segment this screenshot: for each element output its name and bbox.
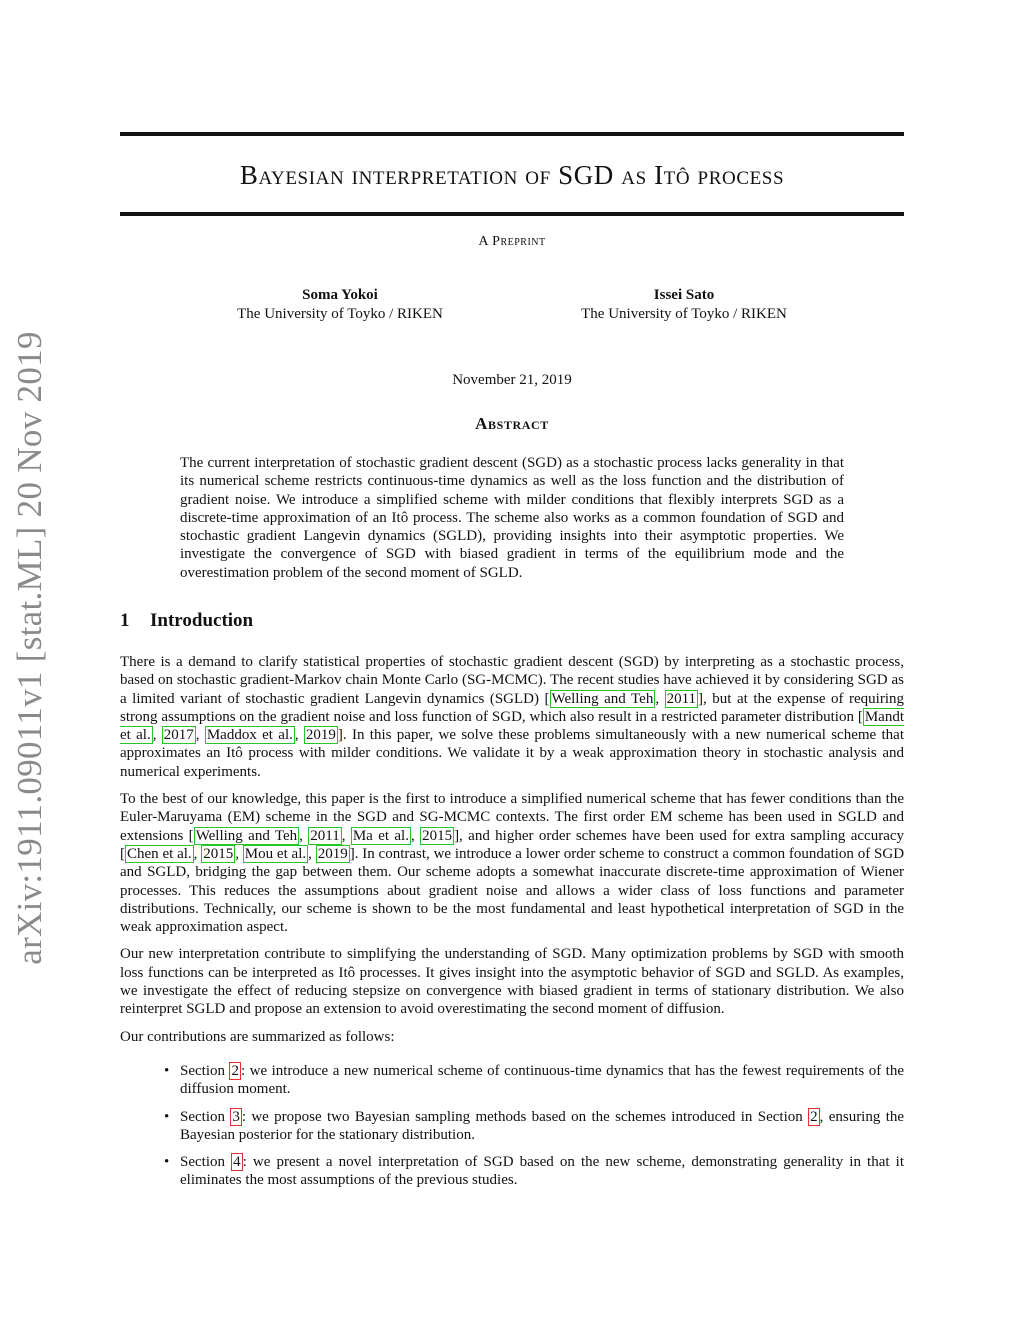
bullet-icon: • (164, 1062, 170, 1079)
citation-link[interactable]: 2011 (666, 690, 697, 707)
bullet-icon: • (164, 1108, 170, 1125)
section-number: 1 (120, 610, 130, 631)
citation-link[interactable]: Mou et al. (244, 845, 307, 862)
paper-date: November 21, 2019 (452, 372, 572, 388)
section-heading (120, 610, 253, 632)
section-ref-link[interactable]: 2 (231, 1062, 239, 1079)
list-item: • Section 4 : we present a novel interpretation of SGD based on the new scheme, demonstrating generality in that it eliminates the most assumptions of the previous studies. (164, 1154, 904, 1189)
citation-link[interactable]: Ma et al. (352, 827, 409, 844)
section-ref-link[interactable]: 2 (810, 1108, 818, 1125)
citation-link[interactable]: Welling and Teh (551, 690, 654, 707)
list-item: • Section 2 : we introduce a new numerical scheme of continuous-time dynamics that has the fewest requirements of the diffusion moment. (164, 1062, 904, 1098)
section-ref-link[interactable]: 3 (232, 1108, 240, 1125)
paragraph: Our contributions are summarized as follows: (120, 1028, 395, 1045)
list-item: • Section 3 : we propose two Bayesian sampling methods based on the schemes introduced in Section 2 , ensuring the Bayesian posterior for the stationary distribution. (164, 1108, 905, 1143)
citation-link[interactable]: 2011 (310, 827, 340, 844)
citation-link[interactable]: Chen et al. (127, 845, 192, 862)
paragraph: Our new interpretation contribute to simplifying the understanding of SGD. Many optimization problems by SGD with smooth loss functions can be interpreted as Itô processes. It gives insight into the asymptotic behavior of SGD and SGLD. As examples, we investigate the effect of reducing stepsize on convergence with biased gradient in terms of stationary distribution. We also reinterpret SGLD and propose an extension to avoid overestimating the second moment of diffusion. (120, 946, 904, 1018)
citation-link[interactable]: Welling and Teh (195, 827, 298, 844)
author-affiliation: The University of Toyko / RIKEN (581, 306, 787, 322)
citation-link[interactable]: 2019 (305, 727, 336, 744)
citation-link[interactable]: Maddox et al. (206, 727, 293, 744)
arxiv-stamp: arXiv:1911.09011v1 [stat.ML] 20 Nov 2019 (10, 331, 49, 965)
paragraph: To the best of our knowledge, this paper is the first to introduce a simplified numerical scheme that has fewer conditions than the Euler-Maruyama (EM) scheme in the SGD and SG-MCMC contexts. The first order EM scheme has been used in SGLD and extensions [ Welling and Teh , 2011 , Ma et al. , 2015 ], and higher order schemes have been used for extra sampling accuracy [ Chen et al. , 2015 , Mou et al. , 2019 ]. In contrast, we introduce a lower order scheme to construct a common foundation of SGD and SGLD, bridging the gap between them. Our scheme adopts a somewhat inaccurate discrete-time approximation of Wiener processes. This reduces the assumptions about gradient noise and allows a wider class of loss functions and parameter distributions. Technically, our scheme is shown to be the most fundamental and least hypothetical interpretation of SGD in the weak approximation aspect. (120, 791, 905, 936)
title-bottom-rule (120, 212, 904, 216)
section-title: Introduction (150, 610, 254, 631)
bullet-icon: • (164, 1154, 170, 1171)
section-ref-link[interactable]: 4 (233, 1154, 241, 1171)
citation-link[interactable]: 2017 (163, 727, 194, 744)
author-name: Soma Yokoi (302, 287, 378, 303)
abstract-heading: Abstract (475, 414, 549, 433)
intro-body (120, 653, 904, 1199)
citation-link[interactable]: 2015 (203, 845, 234, 862)
paper-title: Bayesian interpretation of SGD as Itô process (239, 160, 785, 190)
abstract-text: The current interpretation of stochastic gradient descent (SGD) as a stochastic process lacks generality in that its numerical scheme restricts continuous-time dynamics as well as the loss function and the distribution of gradient noise. We introduce a simplified scheme with milder conditions that flexibly interprets SGD as a discrete-time approximation of an Itô process. The scheme also works as a common foundation of SGD and stochastic gradient Langevin dynamics (SGLD), providing insights into their asymptotic properties. We investigate the convergence of SGD with biased gradient in terms of the equilibrium mode and the overestimation problem of the second moment of SGLD. (180, 455, 844, 581)
preprint-label: A Preprint (478, 234, 546, 249)
author-name: Issei Sato (653, 287, 715, 303)
top-rule (120, 132, 904, 136)
contributions-list (120, 1062, 904, 1190)
citation-link[interactable]: 2019 (317, 845, 348, 862)
citation-link[interactable]: Mandt et al. (120, 708, 904, 744)
author-block-1 (170, 286, 510, 324)
citation-link[interactable]: 2015 (422, 827, 453, 844)
author-block-2 (514, 286, 854, 324)
author-affiliation: The University of Toyko / RIKEN (237, 306, 443, 322)
paragraph: There is a demand to clarify statistical properties of stochastic gradient descent (SGD) by interpreting as a stochastic process, based on stochastic gradient-Markov chain Monte Carlo (SG-MCMC). The recent studies have achieved it by considering SGD as a limited variant of stochastic gradient Langevin dynamics (SGLD) [ Welling and Teh , 2011 ], but at the expense of requiring strong assumptions on the gradient noise and loss function of SGD, which also result in a restricted parameter distribution [ Mandt et al. , 2017 , Maddox et al. , 2019 ]. In this paper, we solve these problems simultaneously with a new numerical scheme that approximates an Itô process with milder conditions. We validate it by a weak approximation theory in stochastic analysis and numerical experiments. (120, 654, 904, 780)
